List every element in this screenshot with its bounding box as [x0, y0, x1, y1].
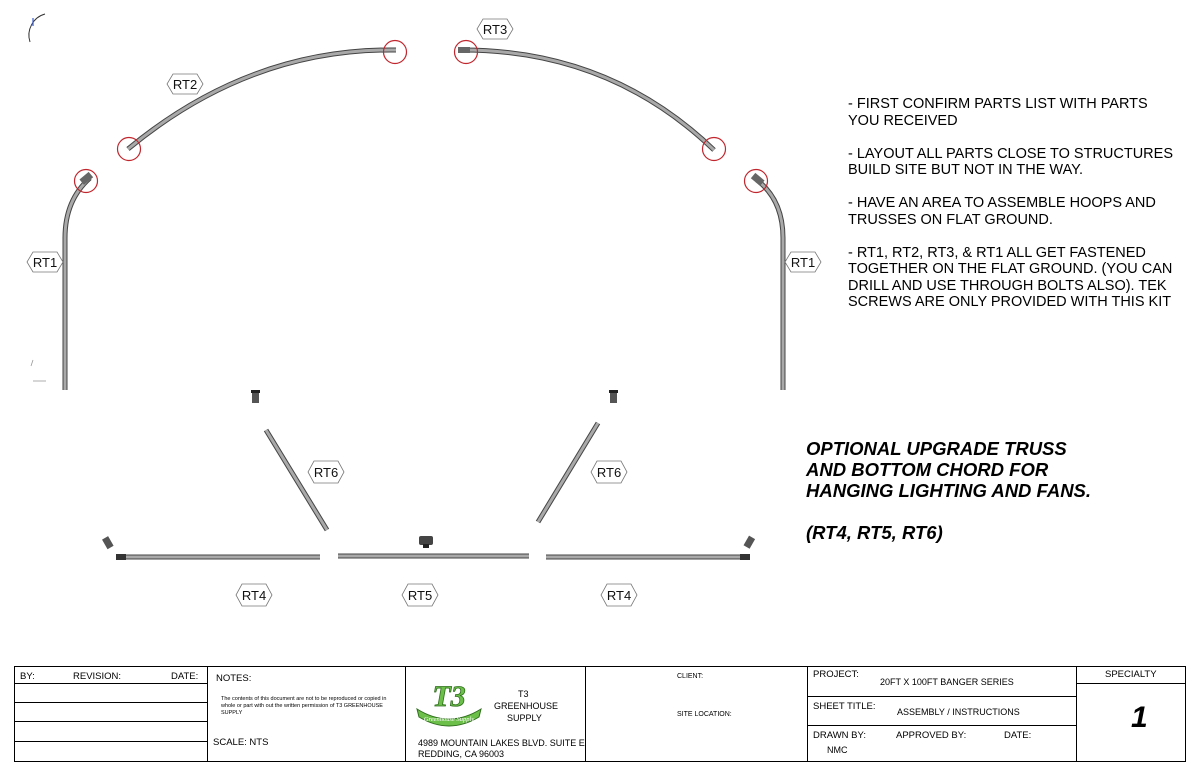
bracket-left-top — [251, 390, 260, 403]
rt6-right-pipe — [538, 423, 598, 522]
tag-rt6-right — [591, 461, 627, 483]
tag-rt2 — [167, 74, 203, 94]
upgrade-note — [806, 438, 1096, 543]
address-line2: REDDING, CA 96003 — [418, 749, 505, 759]
svg-text:RT4: RT4 — [241, 588, 267, 603]
notes-text: The contents of this document are not to be reproduced or copied in whole or part with out the written permission of T3 GREENHOUSE SUPPLY — [221, 696, 387, 716]
instruction-3: - HAVE AN AREA TO ASSEMBLE HOOPS AND TRUSSES ON FLAT GROUND. — [848, 195, 1156, 228]
address-line1: 4989 MOUNTAIN LAKES BLVD. SUITE E — [418, 738, 585, 748]
tag-rt1-left — [27, 252, 63, 272]
project-value: 20FT X 100FT BANGER SERIES — [880, 677, 1014, 687]
tag-rt5 — [402, 584, 438, 606]
rt2-pipe — [128, 50, 396, 149]
project-label: PROJECT: — [813, 669, 859, 680]
company-line1: T3 — [518, 689, 529, 699]
bracket-right-top — [609, 390, 618, 403]
rt1-right-pipe — [751, 173, 783, 390]
by-label: BY: — [20, 671, 35, 682]
t3-logo — [413, 673, 485, 733]
instruction-4: - RT1, RT2, RT3, & RT1 ALL GET FASTENED TOGETHER ON THE FLAT GROUND. (YOU CAN DRILL AND USE THROUGH BOLTS ALSO). TEK SCREWS ARE ONLY PROVIDED WITH THIS KIT — [848, 244, 1173, 310]
rt1-left-pipe — [65, 172, 93, 390]
date2-label: DATE: — [1004, 730, 1032, 741]
svg-text:RT6: RT6 — [596, 465, 622, 480]
svg-text:RT5: RT5 — [407, 588, 433, 603]
instruction-1: - FIRST CONFIRM PARTS LIST WITH PARTS YOU RECEIVED — [848, 96, 1148, 129]
upgrade-parts: (RT4, RT5, RT6) — [806, 522, 943, 543]
tag-rt3 — [477, 19, 513, 39]
sheet-number: 1 — [1131, 701, 1148, 734]
notes-label: NOTES: — [216, 673, 252, 684]
tag-rt6-left — [308, 461, 344, 483]
sheet-title-label: SHEET TITLE: — [813, 701, 876, 712]
date-label: DATE: — [171, 671, 199, 682]
drawn-by-value: NMC — [827, 745, 848, 755]
site-location-label: SITE LOCATION: — [677, 711, 732, 718]
svg-text:RT1: RT1 — [790, 255, 816, 270]
svg-text:RT6: RT6 — [313, 465, 339, 480]
approved-by-label: APPROVED BY: — [896, 730, 967, 741]
corner-arc-mark — [29, 14, 45, 42]
upgrade-heading: OPTIONAL UPGRADE TRUSS AND BOTTOM CHORD FOR HANGING LIGHTING AND FANS. — [806, 438, 1092, 501]
assembly-instructions — [848, 96, 1178, 327]
svg-text:T3: T3 — [432, 680, 466, 713]
axis-mark-v — [31, 360, 33, 366]
scale-label: SCALE: NTS — [213, 737, 269, 748]
bracket-center — [419, 536, 433, 548]
sheet-title-value: ASSEMBLY / INSTRUCTIONS — [897, 707, 1020, 717]
tag-rt4-left — [236, 584, 272, 606]
instruction-2: - LAYOUT ALL PARTS CLOSE TO STRUCTURES BUILD SITE BUT NOT IN THE WAY. — [848, 145, 1173, 178]
client-label: CLIENT: — [677, 673, 704, 680]
svg-text:RT4: RT4 — [606, 588, 632, 603]
drawn-by-label: DRAWN BY: — [813, 730, 866, 741]
tag-rt1-right — [785, 252, 821, 272]
title-block — [14, 666, 1186, 762]
svg-text:Greenhouse Supply: Greenhouse Supply — [423, 716, 475, 723]
revision-label: REVISION: — [73, 671, 122, 682]
rt3-pipe — [458, 47, 714, 150]
bracket-right-end — [744, 536, 756, 549]
rt4-left-pipe — [116, 554, 320, 560]
specialty-label: SPECIALTY — [1105, 669, 1157, 680]
svg-text:RT1: RT1 — [32, 255, 58, 270]
svg-text:RT3: RT3 — [482, 22, 508, 37]
company-line2: GREENHOUSE — [494, 701, 559, 711]
bracket-left-end — [102, 536, 114, 549]
svg-text:RT2: RT2 — [172, 77, 198, 92]
tag-rt4-right — [601, 584, 637, 606]
company-line3: SUPPLY — [507, 713, 542, 723]
rt4-right-pipe — [546, 554, 750, 560]
